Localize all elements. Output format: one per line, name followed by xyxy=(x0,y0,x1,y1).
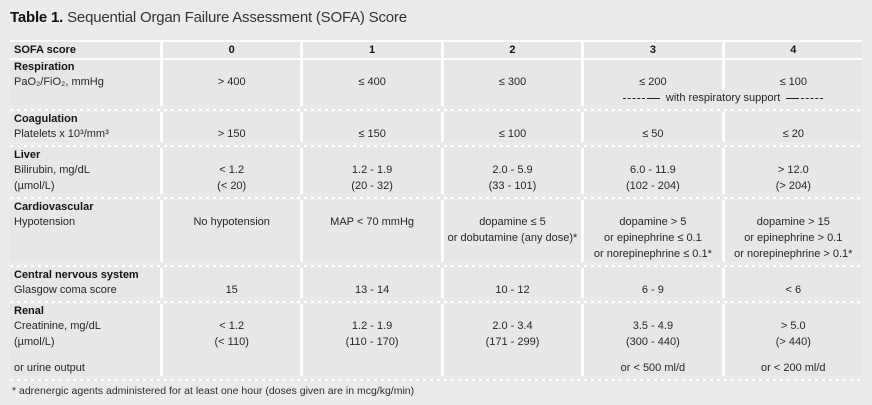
cell-value: 1.2 - 1.9 xyxy=(303,318,440,334)
dash-decoration-icon xyxy=(801,98,823,99)
table-header-row xyxy=(10,42,862,58)
cell-value: 1.2 - 1.9 xyxy=(303,162,440,178)
cell-value: or norepinephrine > 0.1* xyxy=(725,246,862,262)
cell-value xyxy=(303,230,440,246)
header-score-4: 4 xyxy=(725,42,862,58)
cell-value: ≤ 50 xyxy=(584,126,721,142)
section-cardiovascular xyxy=(10,200,862,262)
cell-value: ≤ 150 xyxy=(303,126,440,142)
empty-cell xyxy=(444,90,581,106)
empty-cell xyxy=(303,90,440,106)
dash-decoration-icon xyxy=(623,98,645,99)
cell-value: No hypotension xyxy=(163,214,300,230)
table-title xyxy=(10,8,862,28)
section-divider xyxy=(10,265,862,267)
cell-value: 10 - 12 xyxy=(444,282,581,298)
dash-decoration-icon xyxy=(786,98,799,99)
cell-value: ≤ 200 xyxy=(584,74,721,90)
cell-value: < 1.2 xyxy=(163,318,300,334)
cell-value: < 1.2 xyxy=(163,162,300,178)
empty-cell xyxy=(725,148,862,162)
row-label: (µmol/L) xyxy=(10,334,160,350)
cell-value: (110 - 170) xyxy=(303,334,440,350)
section-divider xyxy=(10,379,862,381)
cell-value: < 6 xyxy=(725,282,862,298)
empty-cell xyxy=(584,112,721,126)
header-score-1: 1 xyxy=(303,42,440,58)
empty-cell xyxy=(444,60,581,74)
cell-value: 3.5 - 4.9 xyxy=(584,318,721,334)
spacer-cell xyxy=(303,350,440,360)
table-sections xyxy=(10,60,862,381)
sofa-table xyxy=(10,40,862,398)
empty-cell xyxy=(584,304,721,318)
dash-decoration-icon xyxy=(647,98,660,99)
cell-value: ≤ 400 xyxy=(303,74,440,90)
empty-cell xyxy=(303,200,440,214)
section-divider xyxy=(10,145,862,147)
row-label xyxy=(10,230,160,246)
empty-cell xyxy=(444,148,581,162)
cell-value: 6 - 9 xyxy=(584,282,721,298)
section-liver xyxy=(10,148,862,194)
row-label: Glasgow coma score xyxy=(10,282,160,298)
empty-cell xyxy=(444,200,581,214)
cell-value: or < 200 ml/d xyxy=(725,360,862,376)
cell-value: (> 204) xyxy=(725,178,862,194)
empty-cell xyxy=(10,90,160,106)
empty-cell xyxy=(725,112,862,126)
cell-value: (20 - 32) xyxy=(303,178,440,194)
section-divider xyxy=(10,109,862,111)
row-label: (µmol/L) xyxy=(10,178,160,194)
section-title: Cardiovascular xyxy=(10,200,160,214)
empty-cell xyxy=(725,304,862,318)
empty-cell xyxy=(584,148,721,162)
cell-value: or < 500 ml/d xyxy=(584,360,721,376)
cell-value: (> 440) xyxy=(725,334,862,350)
empty-cell xyxy=(303,268,440,282)
cell-value xyxy=(444,246,581,262)
cell-value: (< 110) xyxy=(163,334,300,350)
section-title: Respiration xyxy=(10,60,160,74)
empty-cell xyxy=(725,60,862,74)
empty-cell xyxy=(444,268,581,282)
cell-value xyxy=(163,360,300,376)
row-label xyxy=(10,246,160,262)
empty-cell xyxy=(303,304,440,318)
cell-value: (102 - 204) xyxy=(584,178,721,194)
cell-value: (33 - 101) xyxy=(444,178,581,194)
cell-value xyxy=(303,360,440,376)
cell-value: 6.0 - 11.9 xyxy=(584,162,721,178)
cell-value: > 400 xyxy=(163,74,300,90)
cell-value: ≤ 100 xyxy=(725,74,862,90)
empty-cell xyxy=(303,148,440,162)
cell-value xyxy=(303,246,440,262)
table-footnote: * adrenergic agents administered for at least one hour (doses given are in mcg/kg/min) xyxy=(12,385,415,397)
empty-cell xyxy=(444,112,581,126)
empty-cell xyxy=(444,304,581,318)
section-renal xyxy=(10,304,862,376)
cell-value: > 150 xyxy=(163,126,300,142)
respiratory-support-note xyxy=(584,90,862,106)
cell-value: 2.0 - 5.9 xyxy=(444,162,581,178)
cell-value: MAP < 70 mmHg xyxy=(303,214,440,230)
cell-value: dopamine > 5 xyxy=(584,214,721,230)
cell-value: ≤ 300 xyxy=(444,74,581,90)
empty-cell xyxy=(163,90,300,106)
cell-value xyxy=(163,246,300,262)
cell-value: ≤ 20 xyxy=(725,126,862,142)
section-coagulation xyxy=(10,112,862,142)
cell-value: (300 - 440) xyxy=(584,334,721,350)
note-text: with respiratory support xyxy=(665,92,781,104)
empty-cell xyxy=(163,200,300,214)
empty-cell xyxy=(725,268,862,282)
empty-cell xyxy=(163,60,300,74)
empty-cell xyxy=(163,268,300,282)
row-label: PaO₂/FiO₂, mmHg xyxy=(10,74,160,90)
header-score-2: 2 xyxy=(444,42,581,58)
cell-value: > 5.0 xyxy=(725,318,862,334)
header-score-3: 3 xyxy=(584,42,721,58)
cell-value: dopamine > 15 xyxy=(725,214,862,230)
empty-cell xyxy=(584,268,721,282)
cell-value: or epinephrine > 0.1 xyxy=(725,230,862,246)
cell-value: (171 - 299) xyxy=(444,334,581,350)
empty-cell xyxy=(163,304,300,318)
row-label: Creatinine, mg/dL xyxy=(10,318,160,334)
cell-value: (< 20) xyxy=(163,178,300,194)
table-title-label: Table 1. xyxy=(10,9,64,26)
section-respiration xyxy=(10,60,862,106)
section-divider xyxy=(10,197,862,199)
cell-value: 15 xyxy=(163,282,300,298)
section-central-nervous-system xyxy=(10,268,862,298)
row-label: Hypotension xyxy=(10,214,160,230)
spacer-cell xyxy=(163,350,300,360)
row-label: or urine output xyxy=(10,360,160,376)
cell-value xyxy=(163,230,300,246)
empty-cell xyxy=(303,60,440,74)
section-title: Renal xyxy=(10,304,160,318)
section-title: Coagulation xyxy=(10,112,160,126)
cell-value: or norepinephrine ≤ 0.1* xyxy=(584,246,721,262)
header-score-0: 0 xyxy=(163,42,300,58)
empty-cell xyxy=(584,200,721,214)
section-title: Liver xyxy=(10,148,160,162)
cell-value xyxy=(444,360,581,376)
empty-cell xyxy=(303,112,440,126)
spacer-cell xyxy=(584,350,721,360)
empty-cell xyxy=(163,148,300,162)
empty-cell xyxy=(725,200,862,214)
cell-value: 13 - 14 xyxy=(303,282,440,298)
cell-value: or dobutamine (any dose)* xyxy=(444,230,581,246)
spacer-cell xyxy=(444,350,581,360)
header-label: SOFA score xyxy=(10,42,160,58)
section-divider xyxy=(10,301,862,303)
cell-value: ≤ 100 xyxy=(444,126,581,142)
cell-value: dopamine ≤ 5 xyxy=(444,214,581,230)
empty-cell xyxy=(584,60,721,74)
cell-value: or epinephrine ≤ 0.1 xyxy=(584,230,721,246)
cell-value: 2.0 - 3.4 xyxy=(444,318,581,334)
row-label: Platelets x 10³/mm³ xyxy=(10,126,160,142)
table-title-text: Sequential Organ Failure Assessment (SOFA) Score xyxy=(67,9,407,26)
section-title: Central nervous system xyxy=(10,268,160,282)
empty-cell xyxy=(163,112,300,126)
spacer-cell xyxy=(10,350,160,360)
spacer-cell xyxy=(725,350,862,360)
row-label: Bilirubin, mg/dL xyxy=(10,162,160,178)
cell-value: > 12.0 xyxy=(725,162,862,178)
